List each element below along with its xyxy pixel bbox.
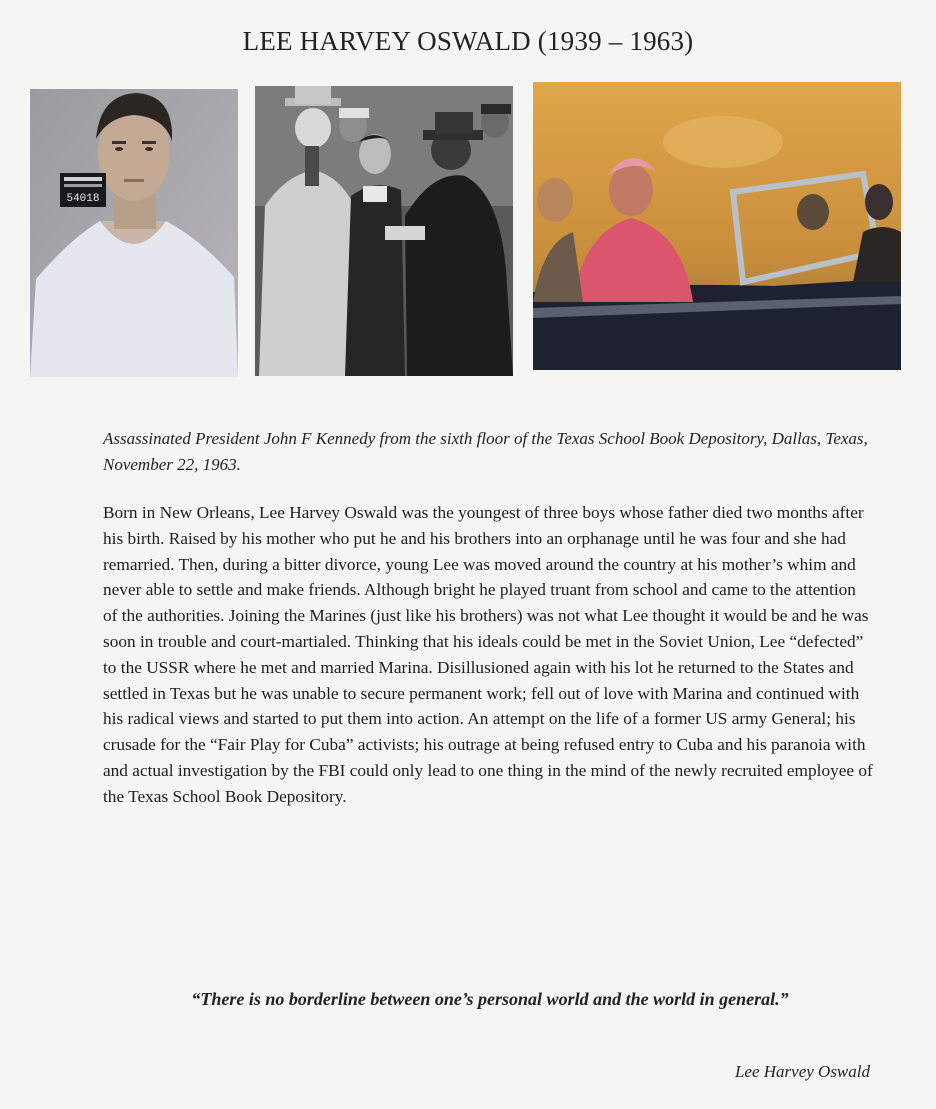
quote-author: Lee Harvey Oswald xyxy=(734,1062,870,1081)
motorcade-photo xyxy=(533,82,901,370)
quote-text: “There is no borderline between one’s personal world and the world in general.” xyxy=(191,989,789,1009)
page-title: LEE HARVEY OSWALD (1939 – 1963) xyxy=(242,26,694,56)
shooting-photo xyxy=(255,86,513,376)
photo-caption: Assassinated President John F Kennedy from the sixth floor of the Texas School Book Depository, Dallas, Texas, November 22, 1963. xyxy=(103,429,868,474)
mugshot-photo xyxy=(30,89,238,377)
mugshot-placard-number: 54018 xyxy=(66,193,100,205)
biography-text: Born in New Orleans, Lee Harvey Oswald was the youngest of three boys whose father died two months after his birth. Raised by his mother who put he and his brothers into an orphanage until he was four and she had remarried. Then, during a bitter divorce, young Lee was moved around the country at his mother’s whim and never able to settle and make friends. Although bright he played truant from school and came to the attention of the authorities. Joining the Marines (just like his brothers) was not what Lee thought it would be and he was soon in trouble and court-martialed. Thinking that his ideals could be met in the Soviet Union, Lee “defected” to the USSR where he met and married Marina. Disillusioned again with his lot he returned to the States and settled in Texas but he was unable to secure permanent work; fell out of love with Marina and continued with his radical views and started to put them into action. An attempt on the life of a former US army General; his crusade for the “Fair Play for Cuba” activists; his outrage at being refused entry to Cuba and his paranoia with and actual investigation by the FBI could only lead to one thing in the mind of the newly recruited employee of the Texas School Book Depository. xyxy=(103,503,873,806)
